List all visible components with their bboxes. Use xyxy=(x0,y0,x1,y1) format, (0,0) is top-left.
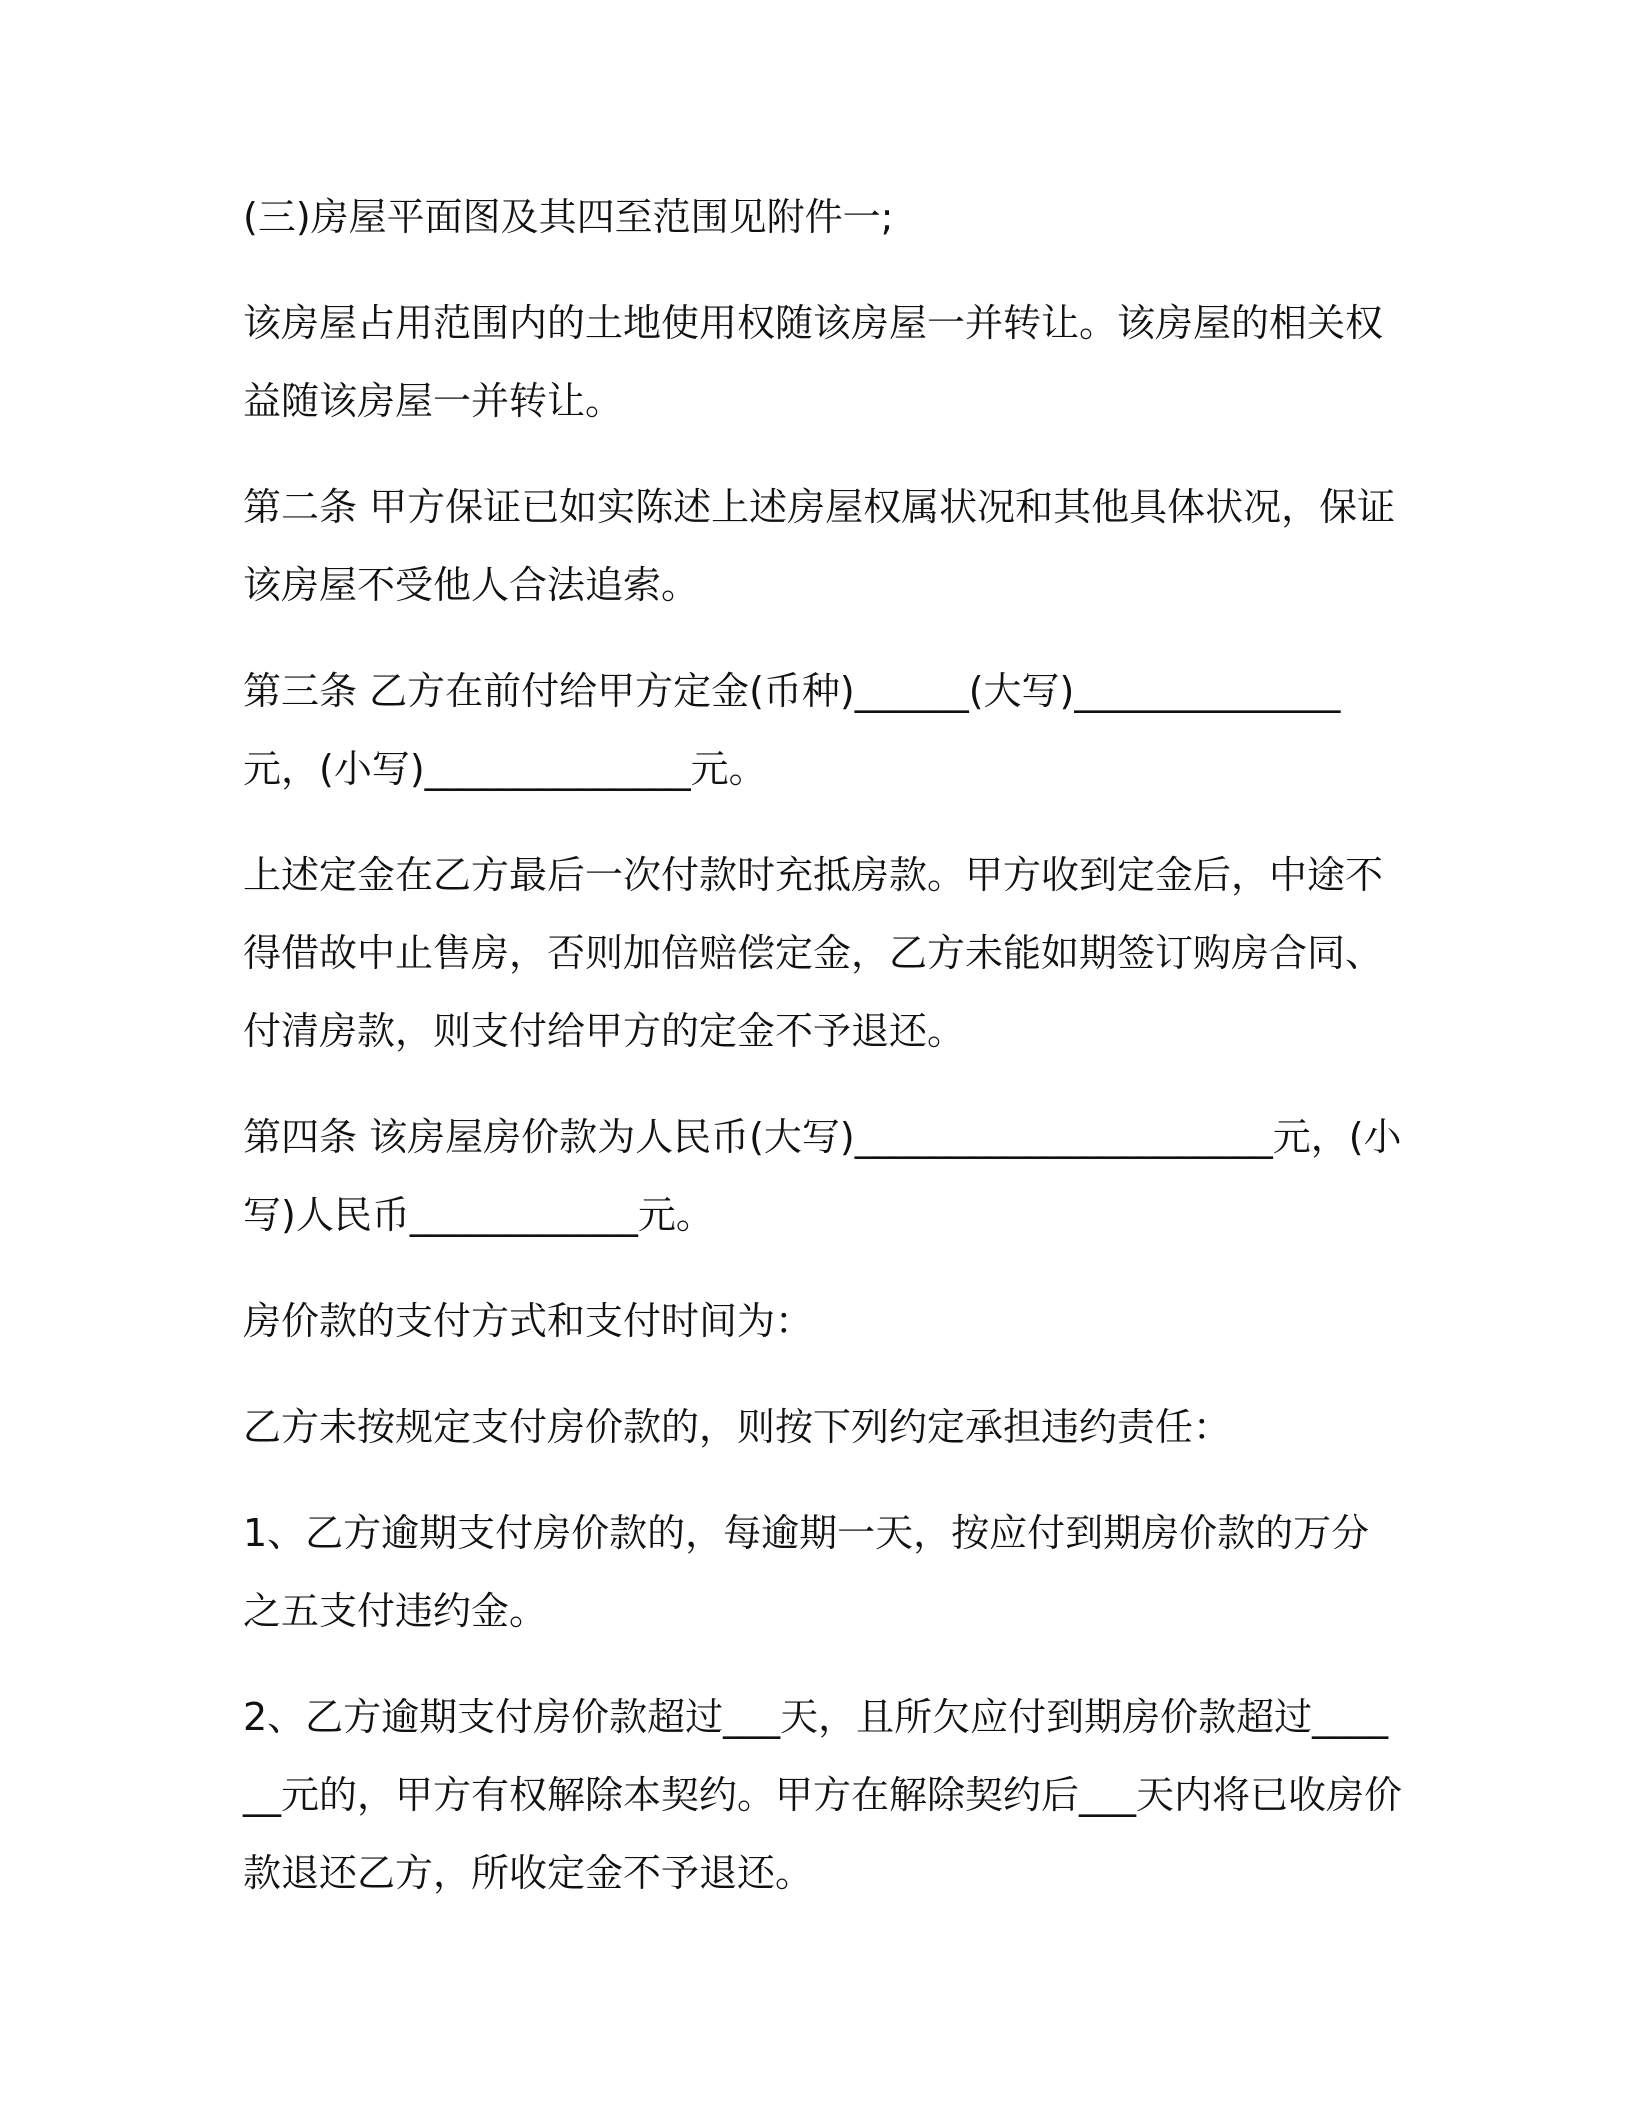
paragraph-clause-one: 1、乙方逾期支付房价款的，每逾期一天，按应付到期房价款的万分之五支付违约金。 xyxy=(243,1511,1370,1633)
paragraph-article-four: 第四条 该房屋房价款为人民币(大写)______________________元，(小写)人民币____________元。 xyxy=(243,1115,1402,1237)
paragraph-article-three: 第三条 乙方在前付给甲方定金(币种)______(大写)______________元，(小写)______________元。 xyxy=(243,669,1341,791)
paragraph-deposit-terms: 上述定金在乙方最后一次付款时充抵房款。甲方收到定金后，中途不得借故中止售房，否则加倍赔偿定金，乙方未能如期签订购房合同、付清房款，则支付给甲方的定金不予退还。 xyxy=(243,853,1384,1053)
paragraph-payment-method: 房价款的支付方式和支付时间为： xyxy=(243,1299,814,1343)
paragraph-article-two: 第二条 甲方保证已如实陈述上述房屋权属状况和其他具体状况，保证该房屋不受他人合法追索。 xyxy=(243,485,1396,607)
paragraph-floor-plan: (三)房屋平面图及其四至范围见附件一; xyxy=(243,195,894,239)
paragraph-land-use-right: 该房屋占用范围内的土地使用权随该房屋一并转让。该房屋的相关权益随该房屋一并转让。 xyxy=(243,301,1384,423)
paragraph-breach-liability: 乙方未按规定支付房价款的，则按下列约定承担违约责任： xyxy=(243,1405,1232,1449)
paragraph-clause-two: 2、乙方逾期支付房价款超过___天，且所欠应付到期房价款超过______元的，甲方有权解除本契约。甲方在解除契约后___天内将已收房价款退还乙方，所收定金不予退还。 xyxy=(243,1695,1403,1895)
